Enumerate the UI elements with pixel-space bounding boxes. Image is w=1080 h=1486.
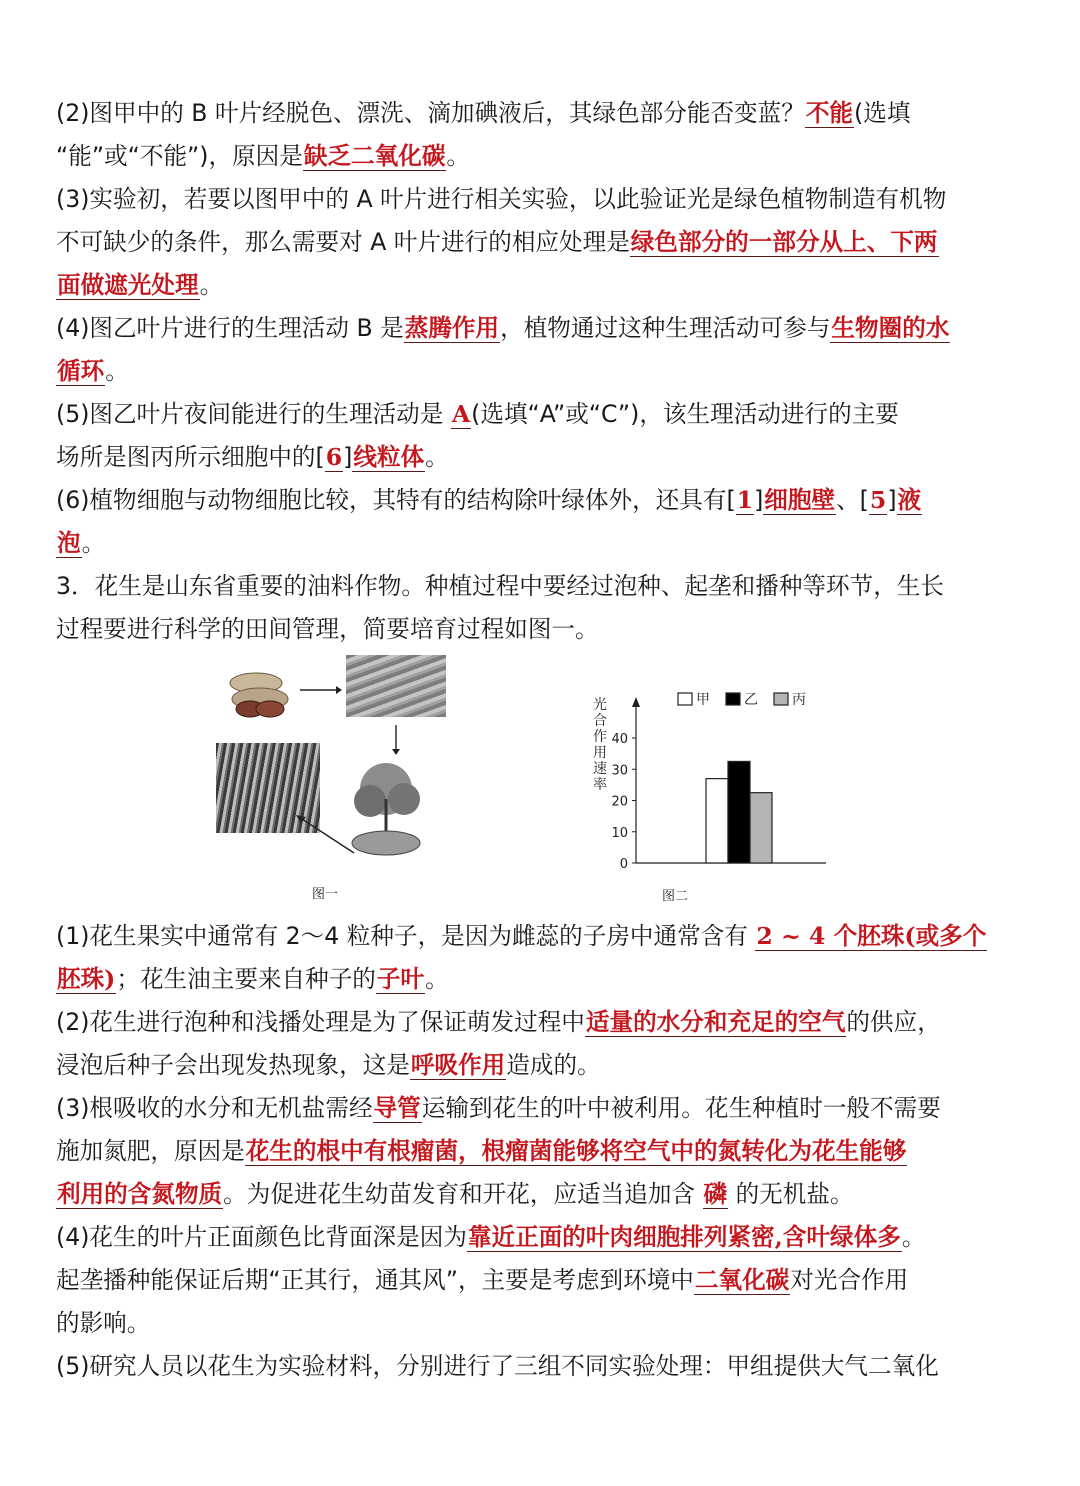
answer-text: A (451, 400, 471, 428)
answer-text: 胚珠) (57, 965, 116, 993)
answer-text: 蒸腾作用 (404, 314, 500, 342)
bar-甲 (706, 779, 728, 863)
question-text: 场所是图丙所示细胞中的[ (56, 443, 325, 471)
legend-label: 乙 (744, 692, 758, 708)
question-text: ；花生油主要来自种子的 (116, 965, 376, 993)
question-text: “能”或“不能”)，原因是 (56, 142, 303, 170)
answer-text: 花生的根中有根瘤菌，根瘤菌能够将空气中的氮转化为花生能够 (245, 1137, 907, 1165)
answer-text: 液 (897, 486, 922, 514)
question-text: 不可缺少的条件，那么需要对 A 叶片进行的相应处理是 (56, 228, 630, 256)
answer-text: 子叶 (376, 965, 425, 993)
answer-text: 1 (736, 486, 754, 514)
question-text: 的影响。 (56, 1309, 151, 1337)
question-text: (6)植物细胞与动物细胞比较，其特有的结构除叶绿体外，还具有[ (56, 486, 736, 514)
text-line (56, 1044, 1028, 1087)
y-tick-label: 20 (611, 794, 628, 810)
text-line (56, 1345, 1028, 1388)
arrow-back-icon (296, 815, 356, 855)
question-text: 的无机盐。 (728, 1180, 854, 1208)
question-text: 的供应， (846, 1008, 941, 1036)
answer-text: 导管 (373, 1094, 421, 1122)
text-line (56, 1259, 1028, 1302)
answer-text: 面做遮光处理 (57, 271, 199, 299)
answer-text: 线粒体 (353, 443, 425, 471)
text-line (56, 1001, 1028, 1044)
question-text: (2)花生进行泡种和浅播处理是为了保证萌发过程中 (56, 1008, 585, 1036)
text-line (56, 608, 1028, 651)
question-text: (5)图乙叶片夜间能进行的生理活动是 (56, 400, 451, 428)
text-line (56, 350, 1028, 393)
legend-label: 甲 (696, 692, 710, 708)
answer-text: 利用的含氮物质 (57, 1180, 223, 1208)
answer-text: 绿色部分的一部分从上、下两 (630, 228, 938, 256)
text-line (56, 393, 1028, 436)
question-text: (5)研究人员以花生为实验材料，分别进行了三组不同实验处理：甲组提供大气二氧化 (56, 1352, 939, 1380)
answer-text: 缺乏二氧化碳 (303, 142, 446, 170)
y-axis-label-char: 用 (593, 745, 607, 761)
question-text: 3．花生是山东省重要的油料作物。种植过程中要经过泡种、起垄和播种等环节，生长 (56, 572, 944, 600)
question-text: (4)花生的叶片正面颜色比背面深是因为 (56, 1223, 467, 1251)
y-axis-label-char: 速 (593, 761, 607, 777)
text-line (56, 221, 1028, 264)
bar-丙 (750, 793, 772, 863)
question-text: (1)花生果实中通常有 2～4 粒种子，是因为雌蕊的子房中通常含有 (56, 922, 756, 950)
arrow-right-icon (300, 683, 342, 697)
text-block-bottom (56, 915, 1028, 1388)
legend-label: 丙 (792, 692, 806, 708)
y-tick-label: 40 (611, 732, 628, 747)
figure-1-caption: 图一 (312, 887, 339, 902)
text-line (56, 565, 1028, 608)
figures-row (56, 655, 1028, 915)
field-rows-photo (346, 655, 446, 717)
y-tick-label: 10 (611, 825, 628, 841)
question-text: 。 (901, 1223, 926, 1251)
answer-text: 呼吸作用 (410, 1051, 506, 1079)
y-axis-label-char: 合 (593, 713, 607, 729)
question-text: (选填“A”或“C”)，该生理活动进行的主要 (471, 400, 899, 428)
answer-text: 循环 (57, 357, 105, 385)
legend-swatch (726, 693, 740, 705)
text-line (56, 92, 1028, 135)
question-text: 。 (446, 142, 471, 170)
answer-text: 靠近正面的叶肉细胞排列紧密,含叶绿体多 (467, 1223, 901, 1251)
text-line (56, 1130, 1028, 1173)
worksheet-page (56, 92, 1028, 1388)
answer-text: 二氧化碳 (694, 1266, 790, 1294)
figure-1 (216, 655, 446, 915)
text-block-top (56, 92, 1028, 651)
y-axis-label-char: 率 (593, 777, 607, 793)
text-line (56, 307, 1028, 350)
question-text: 。 (81, 529, 106, 557)
question-text: 。 (199, 271, 224, 299)
text-line (56, 958, 1028, 1001)
question-text: 施加氮肥，原因是 (56, 1137, 245, 1165)
figure-2 (526, 685, 826, 915)
answer-text: 磷 (703, 1180, 728, 1208)
y-tick-label: 0 (619, 857, 628, 872)
text-line (56, 264, 1028, 307)
answer-text: 泡 (57, 529, 81, 557)
question-text: (3)根吸收的水分和无机盐需经 (56, 1094, 373, 1122)
question-text: ] (754, 486, 764, 514)
bar-乙 (728, 761, 750, 863)
text-line (56, 915, 1028, 958)
text-line (56, 1302, 1028, 1345)
question-text: 。 (425, 443, 449, 471)
question-text: (选填 (854, 99, 911, 127)
question-text: (2)图甲中的 B 叶片经脱色、漂洗、滴加碘液后，其绿色部分能否变蓝？ (56, 99, 805, 127)
question-text: 起垄播种能保证后期“正其行，通其风”，主要是考虑到环境中 (56, 1266, 694, 1294)
question-text: 过程要进行科学的田间管理，简要培育过程如图一。 (56, 615, 599, 643)
answer-text: 2 ~ 4 个胚珠(或多个 (756, 922, 987, 950)
question-text: ] (887, 486, 897, 514)
text-line (56, 1173, 1028, 1216)
answer-text: 6 (325, 443, 343, 471)
question-text: 运输到花生的叶中被利用。花生种植时一般不需要 (421, 1094, 941, 1122)
question-text: 造成的。 (506, 1051, 601, 1079)
answer-text: 不能 (805, 99, 854, 127)
y-axis-arrow (632, 697, 640, 707)
question-text: 、[ (836, 486, 869, 514)
question-text: (4)图乙叶片进行的生理活动 B 是 (56, 314, 404, 342)
question-text: (3)实验初，若要以图甲中的 A 叶片进行相关实验，以此验证光是绿色植物制造有机物 (56, 185, 947, 213)
question-text: 对光合作用 (790, 1266, 909, 1294)
y-axis-label-char: 光 (593, 697, 607, 713)
question-text: 。 (105, 357, 129, 385)
y-axis-label-char: 作 (593, 729, 607, 745)
figure-2-caption: 图二 (662, 889, 689, 904)
peanut-pods-photo (226, 665, 296, 721)
question-text: ，植物通过这种生理活动可参与 (500, 314, 831, 342)
answer-text: 生物圈的水 (831, 314, 950, 342)
text-line (56, 1216, 1028, 1259)
text-line (56, 178, 1028, 221)
arrow-down-icon (390, 725, 402, 755)
legend-swatch (774, 693, 788, 705)
text-line (56, 1087, 1028, 1130)
y-tick-label: 30 (611, 763, 628, 779)
text-line (56, 436, 1028, 479)
question-text: 。为促进花生幼苗发育和开花，应适当追加含 (223, 1180, 703, 1208)
text-line (56, 522, 1028, 565)
question-text: 浸泡后种子会出现发热现象，这是 (56, 1051, 410, 1079)
photosynthesis-rate-chart (526, 685, 826, 915)
question-text: ] (343, 443, 353, 471)
answer-text: 5 (869, 486, 887, 514)
text-line (56, 479, 1028, 522)
question-text: 。 (425, 965, 449, 993)
text-line (56, 135, 1028, 178)
answer-text: 适量的水分和充足的空气 (585, 1008, 846, 1036)
legend-swatch (678, 693, 692, 705)
answer-text: 细胞壁 (764, 486, 836, 514)
